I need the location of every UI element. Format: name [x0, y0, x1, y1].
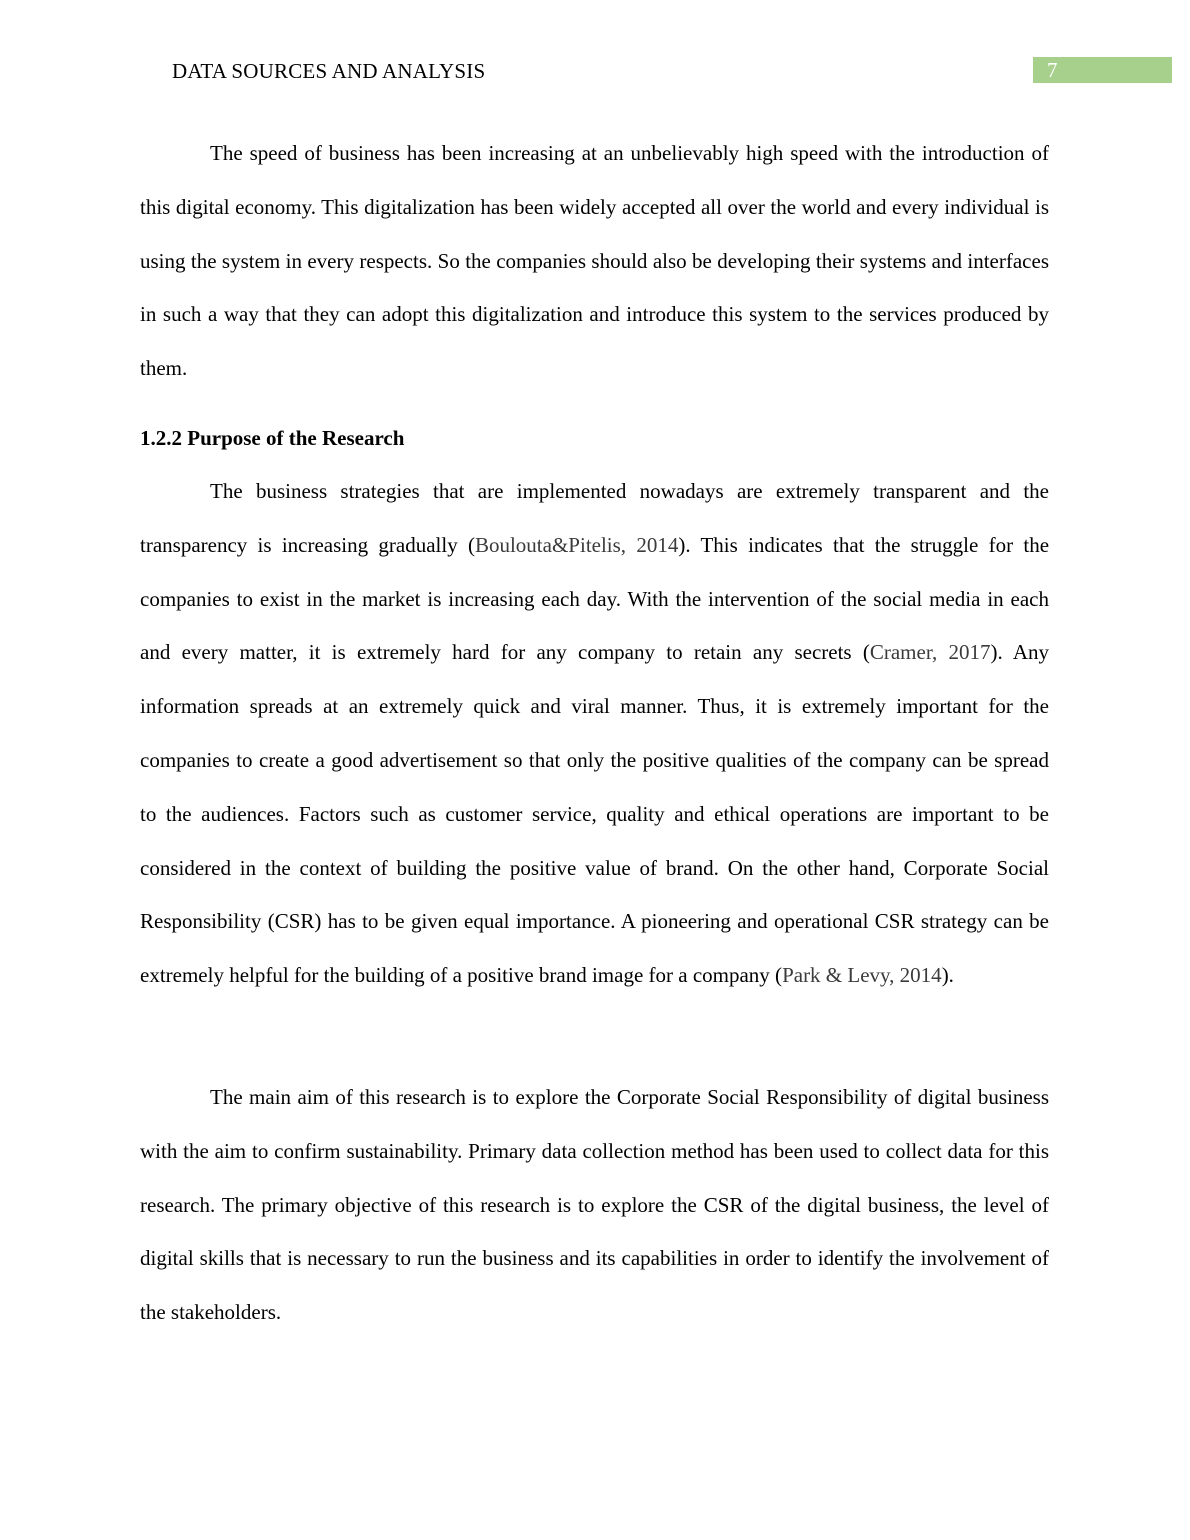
paragraph-text: ). This indicates that the struggle for the companies to exist in the market is increasing each day. With the intervention of the social media in each and every matter, it is extremely hard for any company to retain any secrets (	[140, 532, 1050, 665]
citation-cramer: Cramer, 2017	[869, 640, 991, 665]
purpose-paragraph-2: The main aim of this research is to explore the Corporate Social Responsibility of digital business with the aim to confirm sustainability. Primary data collection method has been used to collect data for this research. The primary objective of this research is to explore the CSR of the digital business, the level of digital skills that is necessary to run the business and its capabilities in order to identify the involvement of the stakeholders.	[140, 1085, 1049, 1325]
citation-boulouta-pitelis: Boulouta&Pitelis, 2014	[474, 532, 679, 557]
paragraph-text: ).	[941, 963, 954, 988]
intro-paragraph: The speed of business has been increasing at an unbelievably high speed with the introduction of this digital economy. This digitalization has been widely accepted all over the world and every individual is using the system in every respects. So the companies should also be developing their systems and interfaces in such a way that they can adopt this digitalization and introduce this system to the services produced by them.	[140, 141, 1049, 381]
section-heading: 1.2.2 Purpose of the Research	[140, 426, 405, 450]
running-head: DATA SOURCES AND ANALYSIS	[172, 59, 486, 83]
paragraph-text: ). Any information spreads at an extremely quick and viral manner. Thus, it is extremely important for the companies to create a good advertisement so that only the positive qualities of the company can be spread to the audiences. Factors such as customer service, quality and ethical operations are important to be considered in the context of building the positive value of brand. On the other hand, Corporate Social Responsibility (CSR) has to be given equal importance. A pioneering and operational CSR strategy can be extremely helpful for the building of a positive brand image for a company (	[140, 640, 1050, 988]
purpose-paragraph-1	[140, 465, 1049, 1003]
page-number-box	[1033, 57, 1172, 83]
paragraph-text: The business strategies that are implemented nowadays are extremely transparent and the transparency is increasing gradually (	[140, 479, 1049, 557]
page-number: 7	[1047, 58, 1058, 82]
citation-park-levy: Park & Levy, 2014	[782, 963, 942, 988]
